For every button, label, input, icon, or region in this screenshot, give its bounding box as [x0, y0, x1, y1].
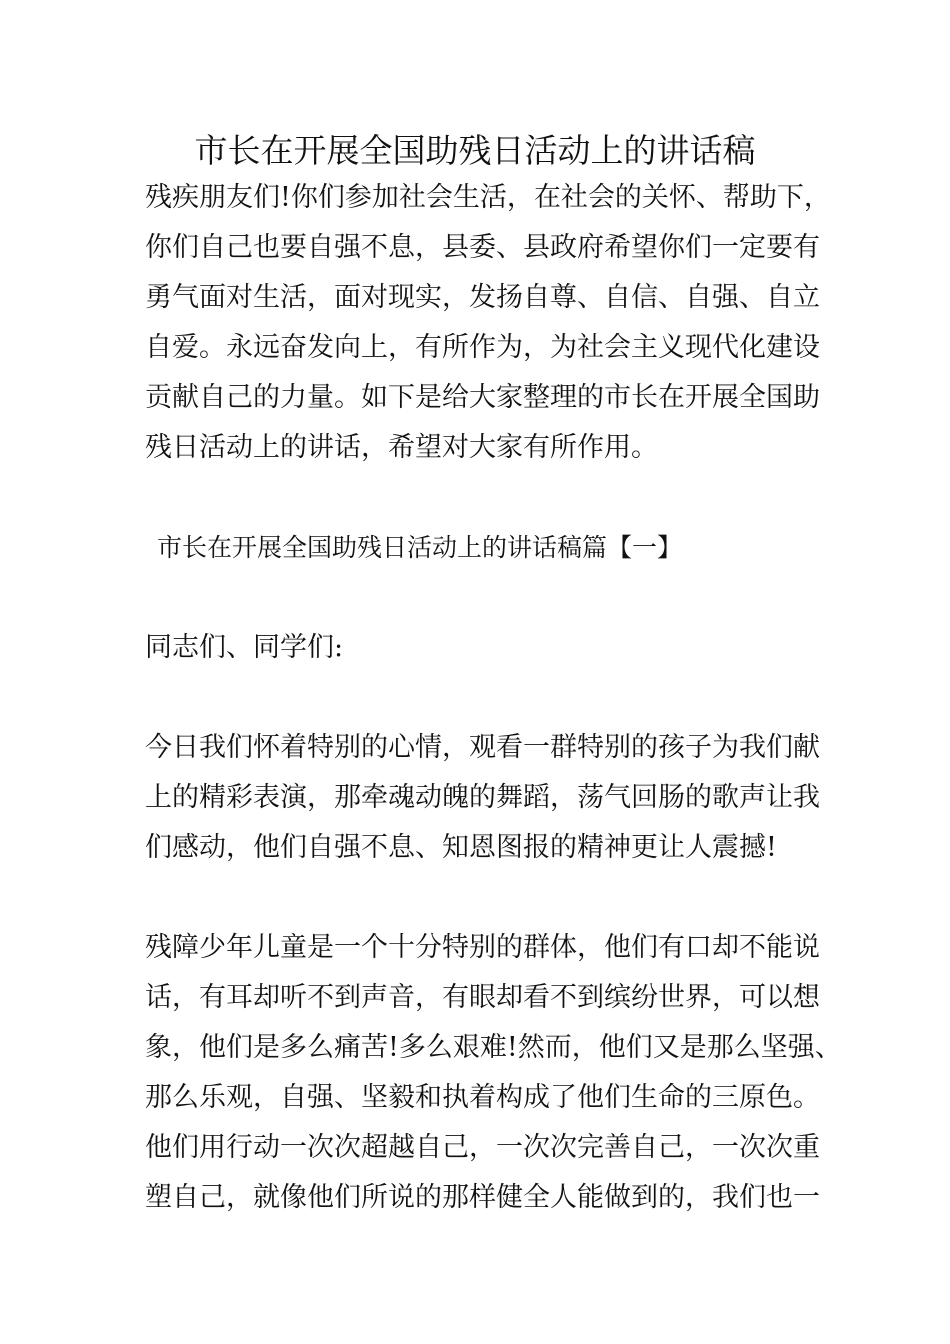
intro-line: 残疾朋友们!你们参加社会生活，在社会的关怀、帮助下，: [145, 182, 831, 213]
paragraph-line: 话，有耳却听不到声音，有眼却看不到缤纷世界，可以想: [145, 982, 820, 1013]
paragraph-line: 那么乐观，自强、坚毅和执着构成了他们生命的三原色。: [145, 1082, 820, 1113]
document-title: 市长在开展全国助残日活动上的讲话稿: [194, 131, 756, 170]
paragraph-line: 上的精彩表演，那牵魂动魄的舞蹈，荡气回肠的歌声让我: [145, 782, 820, 813]
intro-line: 你们自己也要自强不息，县委、县政府希望你们一定要有: [145, 232, 820, 263]
paragraph-line: 残障少年儿童是一个十分特别的群体，他们有口却不能说: [145, 932, 820, 963]
section-heading: 市长在开展全国助残日活动上的讲话稿篇【一】: [157, 533, 683, 562]
paragraph-line: 今日我们怀着特别的心情，观看一群特别的孩子为我们献: [145, 732, 820, 763]
intro-line: 自爱。永远奋发向上，有所作为，为社会主义现代化建设: [145, 332, 820, 363]
paragraph-line: 象，他们是多么痛苦!多么艰难!然而，他们又是那么坚强、: [145, 1032, 842, 1063]
intro-line: 勇气面对生活，面对现实，发扬自尊、自信、自强、自立: [145, 282, 820, 313]
intro-line: 残日活动上的讲话，希望对大家有所作用。: [145, 432, 658, 463]
paragraph-line: 塑自己，就像他们所说的那样健全人能做到的，我们也一: [145, 1182, 820, 1213]
paragraph-line: 们感动，他们自强不息、知恩图报的精神更让人震撼!: [145, 832, 777, 863]
paragraph-line: 他们用行动一次次超越自己，一次次完善自己，一次次重: [145, 1132, 820, 1163]
intro-line: 贡献自己的力量。如下是给大家整理的市长在开展全国助: [145, 382, 820, 413]
greeting: 同志们、同学们:: [145, 632, 344, 663]
